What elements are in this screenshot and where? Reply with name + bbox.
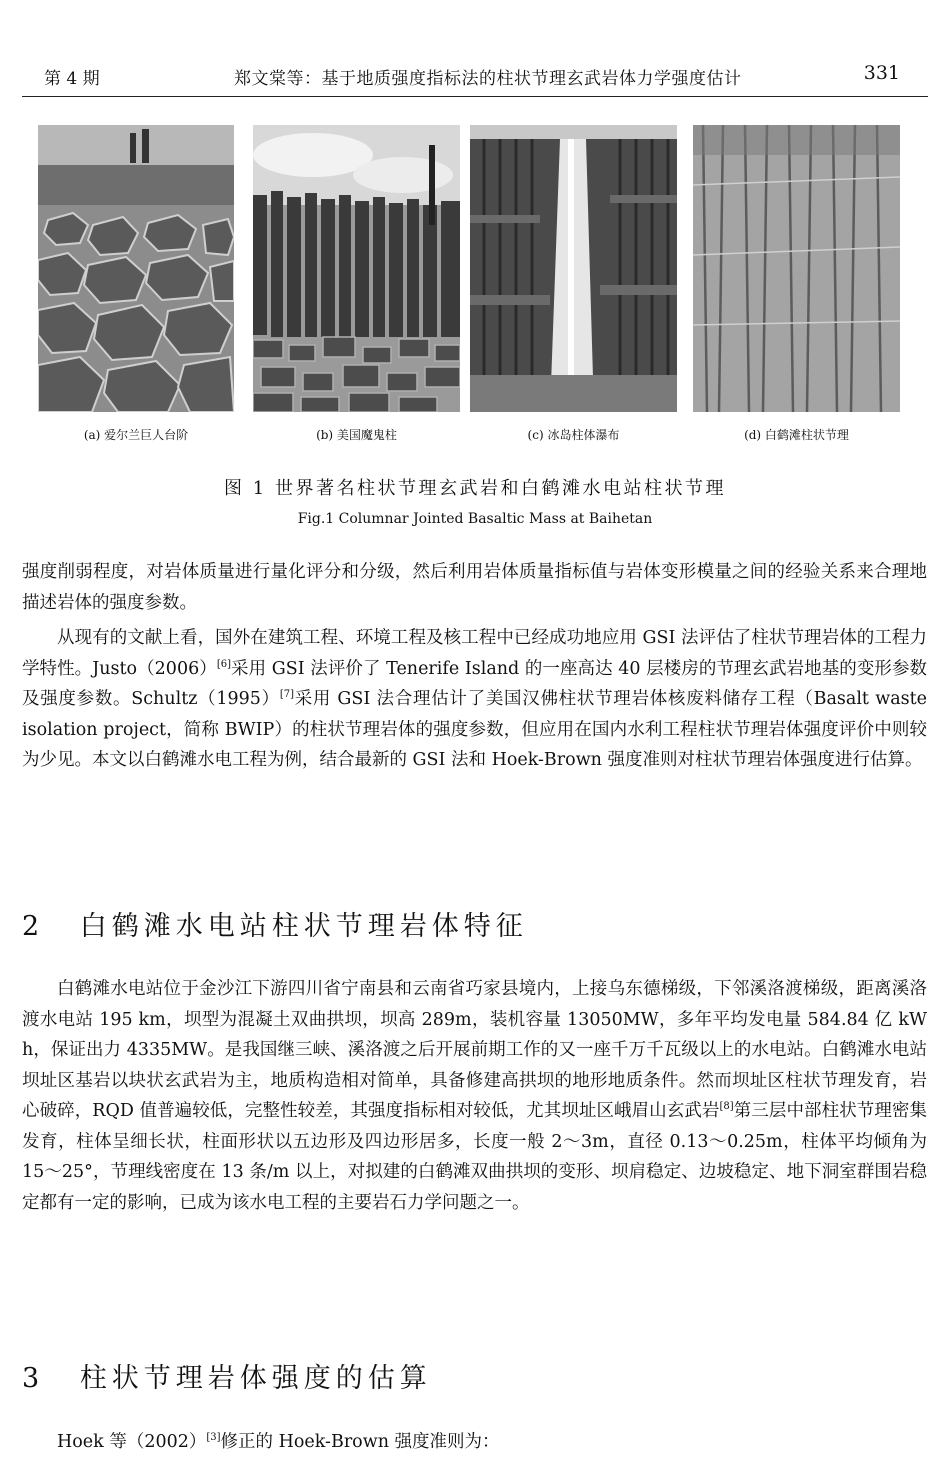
paragraph-continued: 强度削弱程度，对岩体质量进行量化评分和分级，然后利用岩体质量指标值与岩体变形模量之间的经验关系来合理地描述岩体的强度参数。 — [22, 562, 927, 613]
photo-devils-postpile — [253, 125, 460, 412]
section-heading-2 — [22, 904, 528, 943]
section-number: 2 — [22, 911, 45, 942]
text-segment: 从现有的文献上看，国外在建筑工程、环境工程及核工程中已经成功地应用 GSI 法评估了柱状节理岩体的工程力学特性。Justo（2006） — [22, 628, 927, 679]
page-number: 331 — [863, 62, 900, 84]
figure-title-cn: 图 1 世界著名柱状节理玄武岩和白鹤滩水电站柱状节理 — [224, 478, 726, 499]
text-segment: 采用 GSI 法评价了 Tenerife Island 的一座高达 40 层楼房的节理玄武岩地基的变形参数及强度参数。Schultz（1995） — [22, 658, 927, 709]
caption-d: (d) 白鹤滩柱状节理 — [744, 428, 849, 442]
caption-a: (a) 爱尔兰巨人台阶 — [83, 428, 189, 442]
paragraph-hoek-brown — [22, 1427, 927, 1458]
issue-number: 第 4 期 — [44, 69, 100, 89]
figure-title-en: Fig.1 Columnar Jointed Basaltic Mass at Baihetan — [297, 511, 653, 527]
running-header — [22, 58, 928, 97]
citation-ref: [6] — [216, 658, 231, 670]
paragraph-site-description — [22, 974, 927, 1218]
text-segment: 修正的 Hoek-Brown 强度准则为： — [220, 1432, 500, 1452]
text-segment: 白鹤滩水电站位于金沙江下游四川省宁南县和云南省巧家县境内，上接乌东德梯级，下邻溪洛渡梯级，距离溪洛渡水电站 195 km，坝型为混凝土双曲拱坝，坝高 289m，装机容量 13050MW，多年平均发电量 584.84 亿 kW h，保证出力 4335MW。是我国继三峡、溪洛渡之后开展前期工作的又一座千万千瓦级以上的水电站。白鹤滩水电站坝址区基岩以块状玄武岩为主，地质构造相对简单，具备修建高拱坝的地形地质条件。然而坝址区柱状节理发育，岩心破碎，RQD 值普遍较低，完整性较差，其强度指标相对较低，尤其坝址区峨眉山玄武岩 — [22, 979, 927, 1121]
text-segment: Hoek 等（2002） — [57, 1432, 207, 1452]
caption-c: (c) 冰岛柱体瀑布 — [527, 428, 620, 442]
text-segment: 采用 GSI 法合理估计了美国汉佛柱状节理岩体核废料储存工程（Basalt waste isolation project，简称 BWIP）的柱状节理岩体的强度参数，但应用在国内水利工程柱状节理岩体强度评价中则较为少见。本文以白鹤滩水电工程为例，结合最新的 GSI 法和 Hoek-Brown 强度准则对柱状节理岩体强度进行估算。 — [22, 689, 928, 770]
citation-ref: [7] — [279, 689, 294, 700]
text-segment: 第三层中部柱状节理密集发育，柱体呈细长状，柱面形状以五边形及四边形居多，长度一般 2～3m，直径 0.13～0.25m，柱体平均倾角为 15～25°，节理线密度在 13 条/m 以上，对拟建的白鹤滩双曲拱坝的变形、坝肩稳定、边坡稳定、地下洞室群围岩稳定都有一定的影响，已成为该水电工程的主要岩石力学问题之一。 — [22, 1101, 928, 1213]
caption-b: (b) 美国魔鬼柱 — [316, 428, 397, 442]
running-title: 郑文棠等：基于地质强度指标法的柱状节理玄武岩体力学强度估计 — [234, 69, 742, 89]
section-heading-3 — [22, 1356, 432, 1395]
photo-giants-causeway — [38, 125, 234, 412]
section-number: 3 — [22, 1363, 45, 1394]
section-title: 柱状节理岩体强度的估算 — [79, 1363, 432, 1394]
section-title: 白鹤滩水电站柱状节理岩体特征 — [79, 911, 528, 942]
paragraph-literature — [22, 623, 927, 776]
photo-svartifoss — [470, 125, 677, 412]
citation-ref: [3] — [206, 1432, 221, 1443]
photo-baihetan-columns — [693, 125, 900, 412]
citation-ref: [8] — [719, 1101, 734, 1112]
